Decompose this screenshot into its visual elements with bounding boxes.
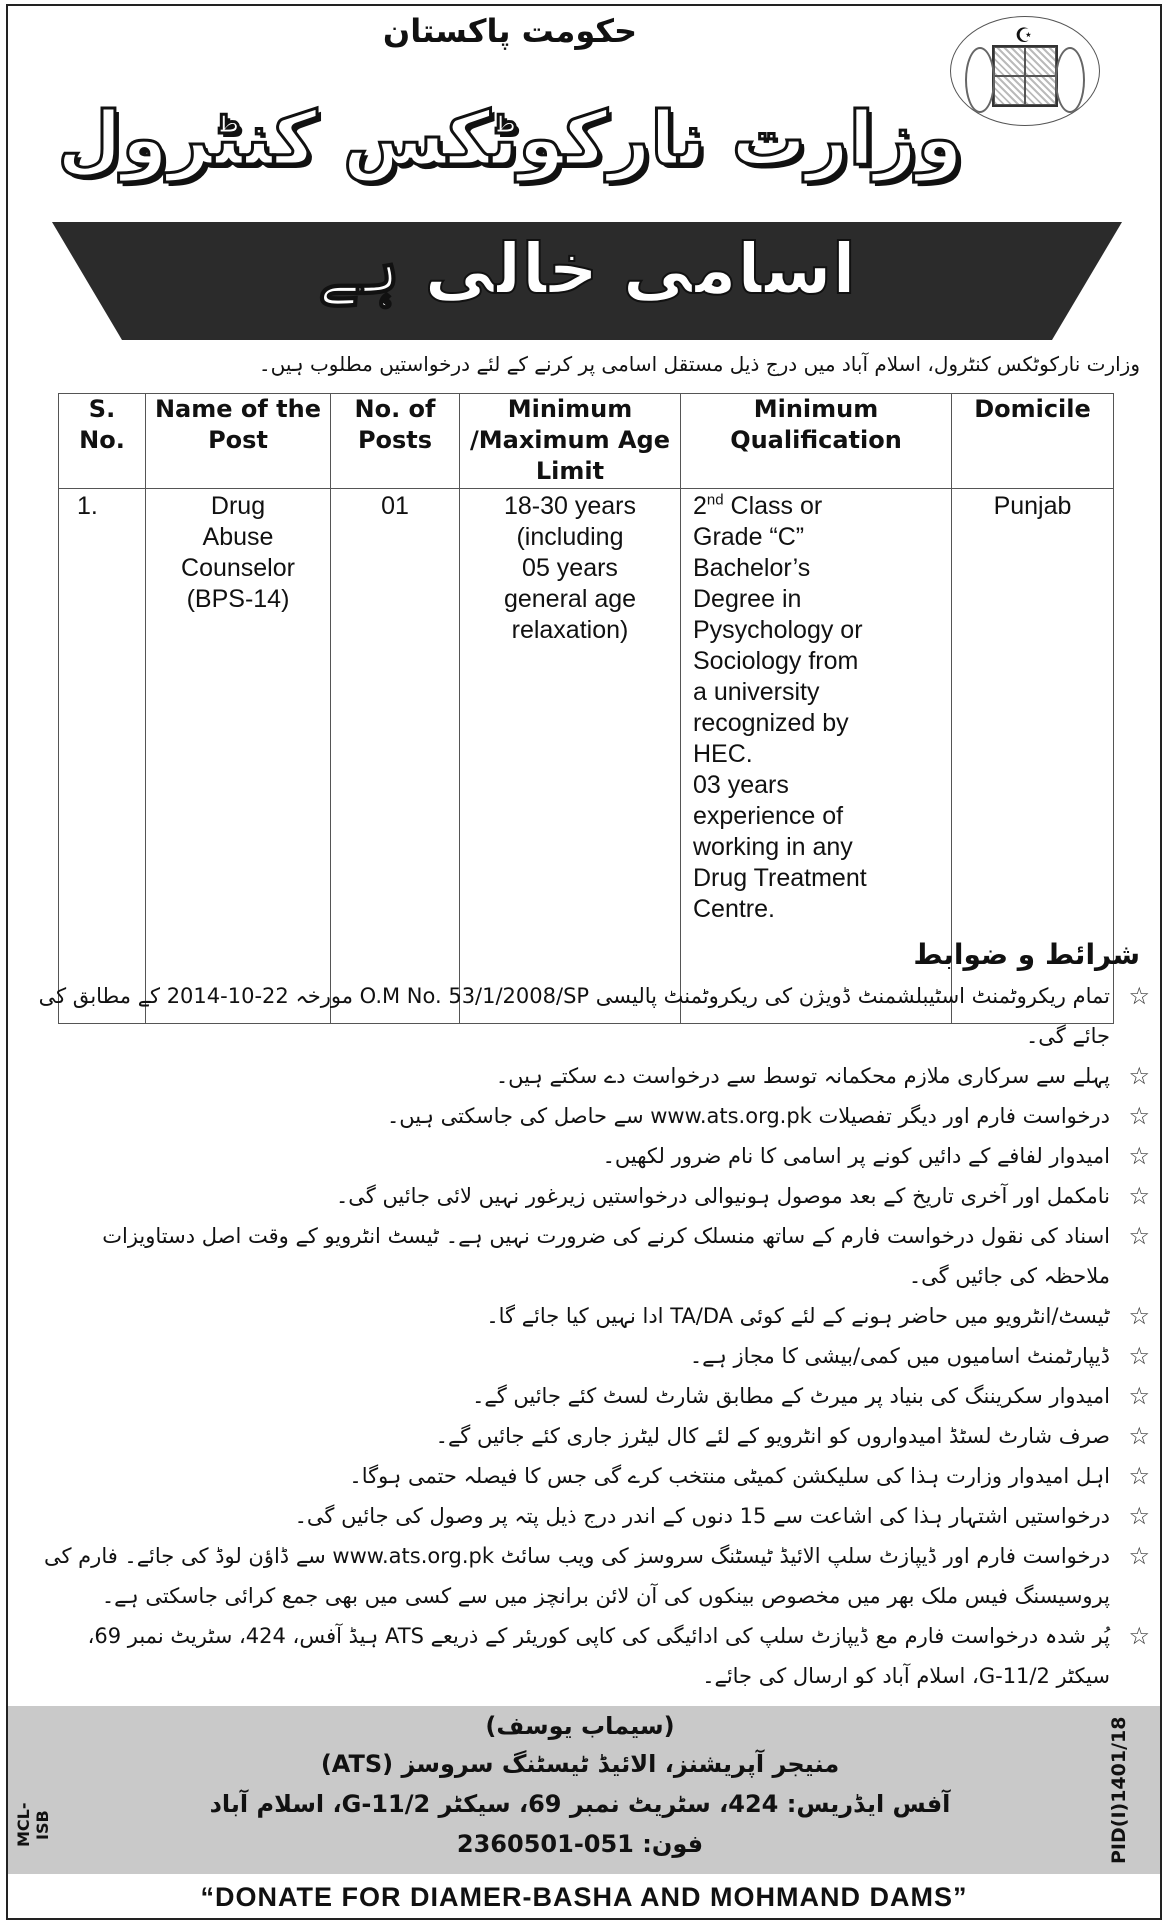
post-line: (BPS-14) [186, 585, 290, 613]
cell-sno: 1. [59, 489, 146, 1024]
pid-code: PID(I)1401/18 [1108, 1716, 1130, 1864]
qual-line: 03 years [693, 771, 789, 799]
star-bullet-icon: ☆ [1128, 1382, 1150, 1410]
ministry-title: وزارت نارکوٹکس کنٹرول [57, 96, 963, 182]
star-bullet-icon: ☆ [1128, 1462, 1150, 1490]
header-age-limit: Minimum /Maximum Age Limit [460, 394, 681, 489]
qual-line: Drug Treatment [693, 864, 867, 892]
age-line: general age [503, 585, 637, 613]
list-item: ☆ درخواستیں اشتہار ہذا کی اشاعت سے 15 دنوں کے اندر درج ذیل پتہ پر وصول کی جائیں گی۔ [30, 1496, 1150, 1536]
star-bullet-icon: ☆ [1128, 1422, 1150, 1450]
qual-line: 2nd Class or [693, 491, 823, 520]
qual-line: HEC. [693, 740, 753, 768]
cell-no-of-posts: 01 [331, 489, 460, 1024]
list-item: ☆ ڈیپارٹمنٹ اسامیوں میں کمی/بیشی کا مجاز ہے۔ [30, 1336, 1150, 1376]
intro-text: وزارت نارکوٹکس کنٹرول، اسلام آباد میں درج ذیل مستقل اسامی پر کرنے کے لئے درخواستیں مطلوب ہیں۔ [258, 352, 1140, 376]
cell-age-limit [460, 489, 681, 1024]
qual-line: Pysychology or [693, 616, 863, 644]
qual-line: Grade “C” [693, 523, 805, 551]
cell-post-name [146, 489, 331, 1024]
list-item: ☆ پہلے سے سرکاری ملازم محکمانہ توسط سے درخواست دے سکتے ہیں۔ [30, 1056, 1150, 1096]
qual-line: Centre. [693, 895, 775, 923]
list-item: ☆ امیدوار سکریننگ کی بنیاد پر میرٹ کے مطابق شارٹ لسٹ کئے جائیں گے۔ [30, 1376, 1150, 1416]
conditions-title: شرائط و ضوابط [913, 938, 1140, 971]
signatory-name: (سیماب یوسف) [485, 1712, 675, 1740]
qual-line: experience of [693, 802, 844, 830]
star-bullet-icon: ☆ [1128, 1062, 1150, 1090]
signatory-designation: منیجر آپریشنز، الائیڈ ٹیسٹنگ سروسز (ATS) [320, 1750, 840, 1778]
list-item: ☆ امیدوار لفافے کے دائیں کونے پر اسامی کا نام ضرور لکھیں۔ [30, 1136, 1150, 1176]
qual-line: recognized by [693, 709, 849, 737]
qual-line: Degree in [693, 585, 802, 613]
star-bullet-icon: ☆ [1128, 1502, 1150, 1530]
star-bullet-icon: ☆ [1128, 982, 1150, 1010]
list-item: ☆ تمام ریکروٹمنٹ اسٹیبلشمنٹ ڈویژن کی ریکروٹمنٹ پالیسی O.M No. 53/1/2008/SP مورخہ 22-10-2014 کے مطابق کی جائے گی۔ [30, 976, 1150, 1056]
star-bullet-icon: ☆ [1128, 1182, 1150, 1210]
posts-table [58, 393, 1114, 1024]
list-item: ☆ درخواست فارم اور ڈیپازٹ سلپ الائیڈ ٹیسٹنگ سروسز کی ویب سائٹ www.ats.org.pk سے ڈاؤن لوڈ کی جائے۔ فارم کی پروسیسنگ فیس ملک بھر میں مخصوص بینکوں کی آن لائن برانچز میں سے کسی میں بھی جمع کرائی جاسکتی ہے۔ [30, 1536, 1150, 1616]
list-item: ☆ صرف شارٹ لسٹڈ امیدواروں کو انٹرویو کے لئے کال لیٹرز جاری کئے جائیں گے۔ [30, 1416, 1150, 1456]
post-line: Drug [210, 492, 266, 520]
qual-line: Sociology from [693, 647, 859, 675]
dams-slogan: “DONATE FOR DIAMER-BASHA AND MOHMAND DAMS” [200, 1882, 968, 1912]
mcl-code: MCL-ISB [14, 1802, 52, 1848]
header-sno: S. No. [59, 394, 146, 489]
state-emblem-icon: ☪ [950, 16, 1100, 126]
post-line: Abuse [202, 523, 274, 551]
star-bullet-icon: ☆ [1128, 1622, 1150, 1650]
table-header-row [59, 394, 1114, 489]
list-item: ☆ درخواست فارم اور دیگر تفصیلات www.ats.org.pk سے حاصل کی جاسکتی ہیں۔ [30, 1096, 1150, 1136]
cell-domicile: Punjab [952, 489, 1114, 1024]
qual-line: working in any [693, 833, 853, 861]
header-domicile: Domicile [952, 394, 1114, 489]
qual-line: Bachelor’s [693, 554, 811, 582]
star-bullet-icon: ☆ [1128, 1102, 1150, 1130]
age-line: 18-30 years [503, 492, 637, 520]
list-item: ☆ اہل امیدوار وزارت ہذا کی سلیکشن کمیٹی منتخب کرے گی جس کا فیصلہ حتمی ہوگا۔ [30, 1456, 1150, 1496]
header-post-name: Name of the Post [146, 394, 331, 489]
list-item: ☆ ٹیسٹ/انٹرویو میں حاضر ہونے کے لئے کوئی TA/DA ادا نہیں کیا جائے گا۔ [30, 1296, 1150, 1336]
conditions-list [30, 976, 1150, 1696]
list-item: ☆ پُر شدہ درخواست فارم مع ڈیپازٹ سلپ کی ادائیگی کی کاپی کوریئر کے ذریعے ATS ہیڈ آفس، 424، سٹریٹ نمبر 69، سیکٹر G-11/2، اسلام آباد کو ارسال کی جائے۔ [30, 1616, 1150, 1696]
list-item: ☆ اسناد کی نقول درخواست فارم کے ساتھ منسلک کرنے کی ضرورت نہیں ہے۔ ٹیسٹ انٹرویو کے وقت اصل دستاویزات ملاحظہ کی جائیں گی۔ [30, 1216, 1150, 1296]
header-no-of-posts: No. of Posts [331, 394, 460, 489]
vacancy-banner-text: اسامی خالی ہے [318, 228, 856, 310]
office-address: آفس ایڈریس: 424، سٹریٹ نمبر 69، سیکٹر G-11/2، اسلام آباد [209, 1790, 951, 1818]
qual-line: a university [693, 678, 820, 706]
government-heading: حکومت پاکستان [382, 12, 638, 50]
phone-number: فون: 051-2360501 [456, 1830, 704, 1858]
age-line: relaxation) [511, 616, 629, 644]
star-bullet-icon: ☆ [1128, 1142, 1150, 1170]
header-qualification: Minimum Qualification [681, 394, 952, 489]
age-line: 05 years [522, 554, 618, 582]
star-bullet-icon: ☆ [1128, 1342, 1150, 1370]
post-line: Counselor [181, 554, 295, 582]
age-line: (including [516, 523, 624, 551]
list-item: ☆ نامکمل اور آخری تاریخ کے بعد موصول ہونیوالی درخواستیں زیرغور نہیں لائی جائیں گی۔ [30, 1176, 1150, 1216]
star-bullet-icon: ☆ [1128, 1302, 1150, 1330]
star-bullet-icon: ☆ [1128, 1542, 1150, 1570]
star-bullet-icon: ☆ [1128, 1222, 1150, 1250]
